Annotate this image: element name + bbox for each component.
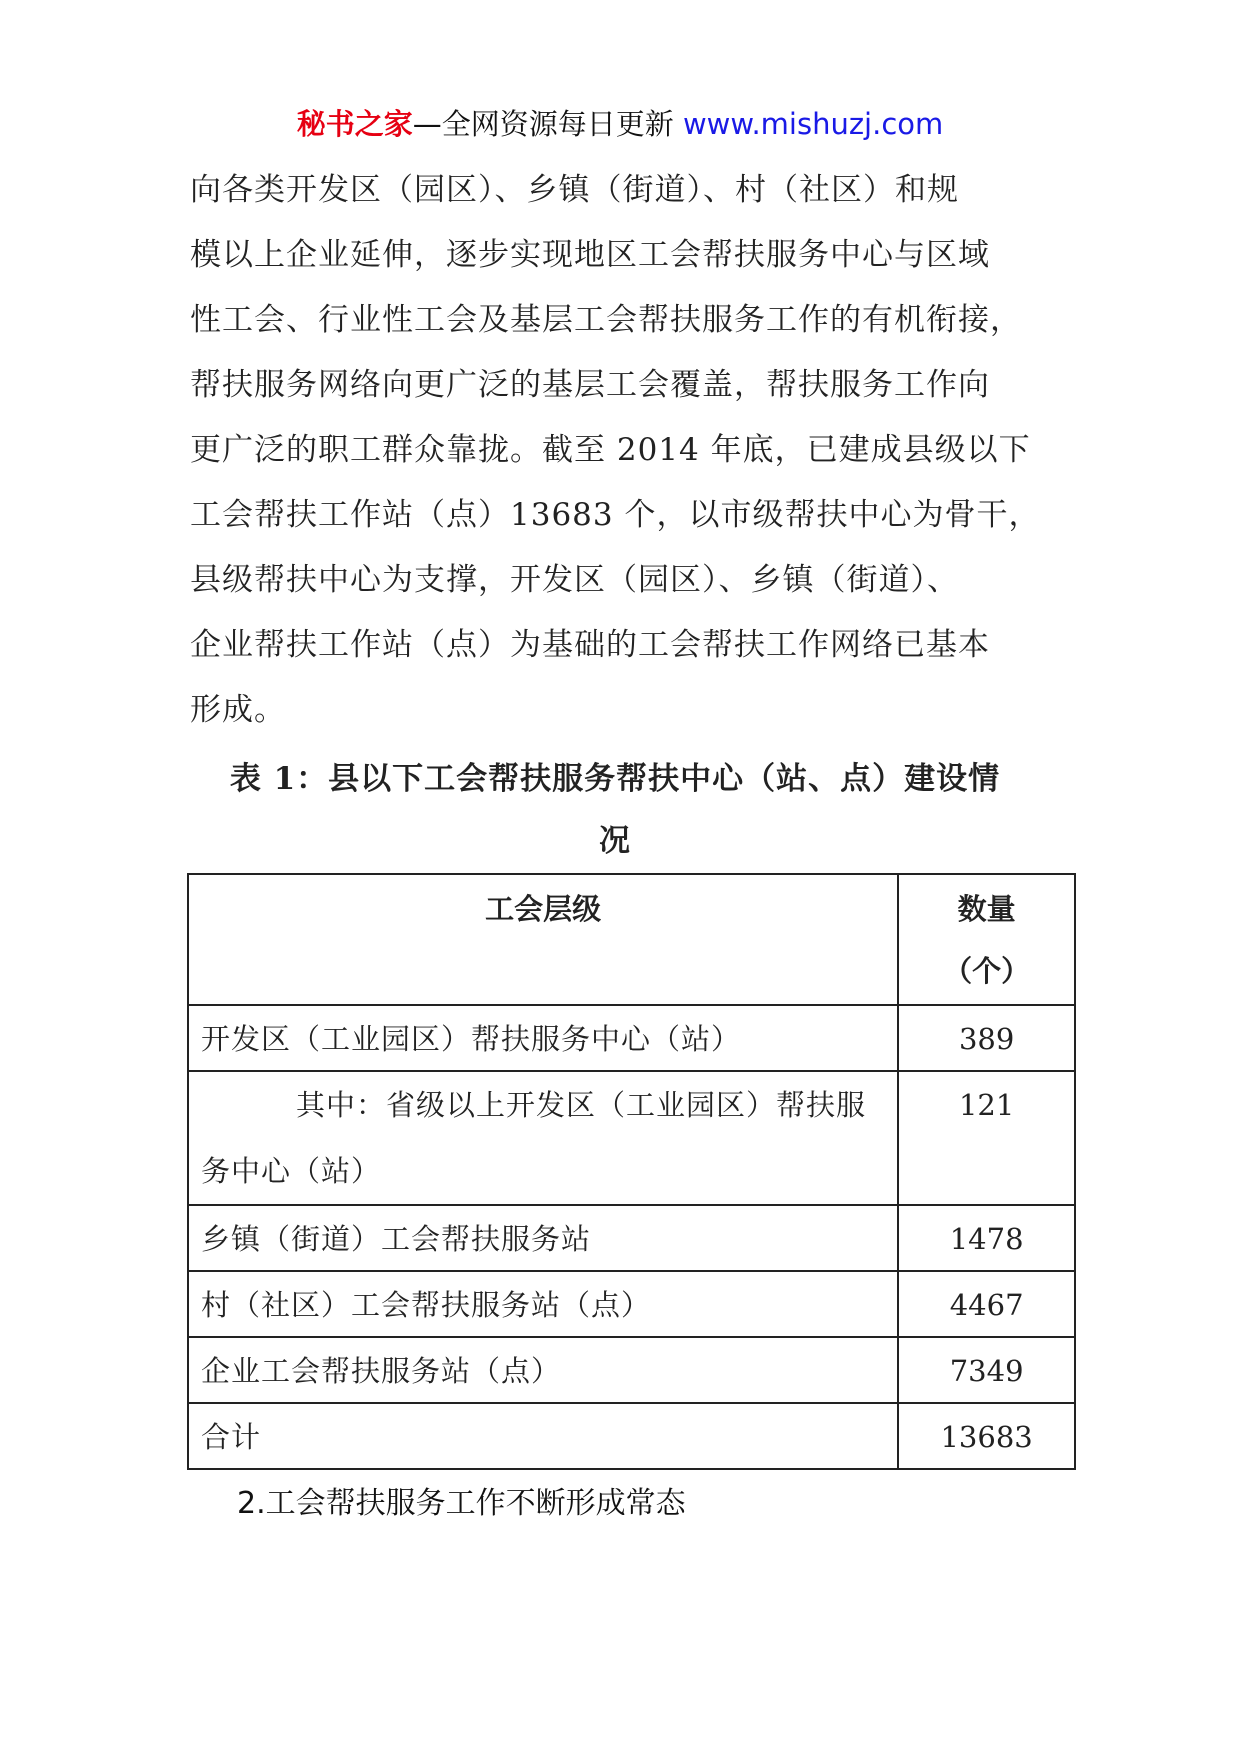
row-name: 其中：省级以上开发区（工业园区）帮扶服务中心（站） (201, 1088, 867, 1188)
header-level-label: 工会层级 (485, 892, 602, 926)
paragraph-line: 性工会、行业性工会及基层工会帮扶服务工作的有机衔接， (190, 302, 1022, 338)
statistics-table (187, 873, 1076, 1470)
row-name: 合计 (201, 1420, 262, 1454)
table-row (188, 1071, 1075, 1205)
row-name: 开发区（工业园区）帮扶服务中心（站） (201, 1022, 742, 1056)
site-banner (0, 104, 1240, 144)
header-count-label: 数量 (957, 892, 1016, 926)
header-count (898, 874, 1075, 1005)
paragraph-line: 帮扶服务网络向更广泛的基层工会覆盖，帮扶服务工作向 (190, 367, 990, 403)
table-row (188, 1205, 1075, 1271)
table-row (188, 1337, 1075, 1403)
row-name: 村（社区）工会帮扶服务站（点） (201, 1288, 652, 1322)
paragraph-line: 形成。 (190, 692, 286, 728)
paragraph-line: 县级帮扶中心为支撑，开发区（园区）、乡镇（街道）、 (190, 562, 959, 598)
row-name: 企业工会帮扶服务站（点） (201, 1354, 562, 1388)
banner-brand: 秘书之家 (296, 107, 413, 141)
row-count: 1478 (949, 1222, 1024, 1256)
paragraph-line: 向各类开发区（园区）、乡镇（街道）、村（社区）和规 (190, 172, 959, 208)
row-count: 4467 (949, 1288, 1024, 1322)
table-caption (190, 748, 1040, 872)
section-heading: 2.工会帮扶服务工作不断形成常态 (237, 1486, 686, 1521)
table-row (188, 1271, 1075, 1337)
banner-slogan: —全网资源每日更新 (412, 107, 683, 141)
row-count: 389 (958, 1022, 1015, 1056)
body-paragraph (190, 158, 1040, 743)
row-count: 121 (958, 1088, 1015, 1122)
row-name: 乡镇（街道）工会帮扶服务站 (201, 1222, 592, 1256)
header-count-unit: （个） (943, 954, 1031, 988)
paragraph-line: 企业帮扶工作站（点）为基础的工会帮扶工作网络已基本 (190, 627, 990, 663)
paragraph-line: 更广泛的职工群众靠拢。截至 2014 年底，已建成县级以下 (190, 432, 1031, 468)
header-level (188, 874, 898, 1005)
table-header-row (188, 874, 1075, 1005)
table-caption-line: 表 1：县以下工会帮扶服务帮扶中心（站、点）建设情 (229, 761, 1001, 797)
banner-url-link[interactable]: www.mishuzj.com (682, 107, 944, 141)
paragraph-line: 模以上企业延伸，逐步实现地区工会帮扶服务中心与区域 (190, 237, 990, 273)
table-row (188, 1005, 1075, 1071)
table-caption-line: 况 (599, 823, 631, 859)
row-count: 7349 (949, 1354, 1024, 1388)
paragraph-line: 工会帮扶工作站（点）13683 个，以市级帮扶中心为骨干， (190, 497, 1041, 533)
row-count: 13683 (940, 1420, 1033, 1454)
table-row (188, 1403, 1075, 1469)
